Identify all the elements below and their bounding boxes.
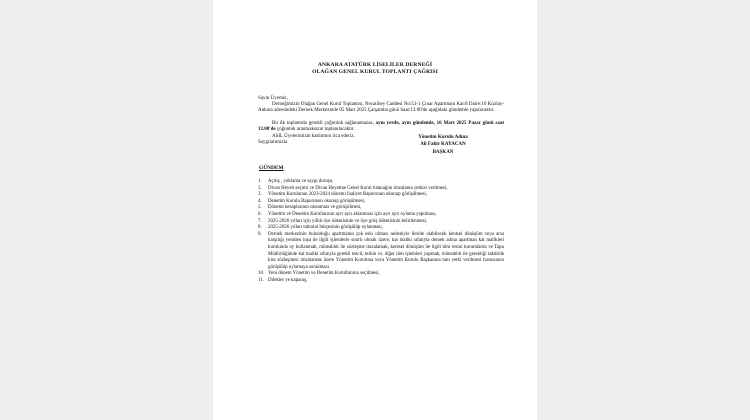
agenda-heading: GÜNDEM [259, 165, 284, 171]
agenda-item [258, 225, 504, 232]
paragraph-meeting-details: Derneğimizin Olağan Genel Kurul Toplantısı, Necatibey Caddesi No:51-1 Çınar Apartmanı Kat:8 Daire:16 Kızılay-Ankara adresindeki Dernek Merkezinde 05 Mart 2025 Çarşamba günü Saat:13:00'de aşağıdaki gündemle yapılacaktır. [258, 102, 504, 114]
paragraph-attendance: ASIL Üyelerimizin katılımını rica ederiz. [272, 134, 355, 139]
agenda-item-text: Dönemi hesaplarının okunması ve görüşülmesi, [268, 205, 362, 211]
agenda-list [258, 179, 504, 285]
second-meeting-intro: Bu ilk toplantıda gerekli çoğunluk sağlanamazsa, [272, 121, 374, 126]
agenda-item [258, 219, 504, 226]
agenda-item-number: 5. [258, 205, 262, 211]
agenda-item-text: 2025-2026 yılları tahmini bütçesinin görüşülüp oylanması, [268, 225, 383, 231]
agenda-item [258, 179, 504, 186]
agenda-item-number: 6. [258, 211, 262, 217]
signature-on-behalf: Yönetim Kurulu Adına [418, 135, 468, 140]
signature-name: Ali Fahir KAYACAN [420, 142, 466, 148]
agenda-item-number: 8. [258, 225, 262, 231]
agenda-item-text: Yönetim Kurulunun 2023-2024 dönemi faaliyet Raporunun okunup görüşülmesi, [268, 192, 427, 198]
signature-block [403, 134, 483, 156]
agenda-item [258, 192, 504, 199]
agenda-item-number: 1. [258, 179, 262, 184]
second-meeting-tail: çoğunluk aranmaksızın toplanılacaktır. [276, 127, 355, 133]
agenda-item [258, 232, 504, 272]
agenda-item [258, 212, 504, 219]
agenda-item-text: Divan Heyeti seçimi ve Divan Heyetine Genel Kurul tutanağını imzalama yetkisi verilmesi, [268, 185, 448, 191]
agenda-item [258, 186, 504, 193]
document-page [213, 0, 537, 420]
second-meeting-date: aynı yerde, aynı gündemle, 16 Mart 2025 Pazar günü saat 13.00'de [258, 121, 504, 133]
salutation: Sayın Üyemiz, [258, 96, 288, 101]
agenda-item [258, 199, 504, 206]
agenda-item-text: Denetim Kurulu Raporunun okunup görüşülmesi, [268, 198, 366, 204]
agenda-item-number: 4. [258, 198, 262, 204]
agenda-item-number: 3. [258, 192, 262, 198]
paragraph-second-meeting [258, 121, 504, 134]
agenda-item-number: 2. [258, 185, 262, 191]
agenda-item-text: Dilekler ve kapanış, [268, 277, 308, 283]
agenda-item-number: 7. [258, 218, 262, 224]
agenda-item-number: 10. [258, 271, 265, 277]
agenda-item [258, 271, 504, 278]
meeting-call-title: OLAĞAN GENEL KURUL TOPLANTI ÇAĞRISI [312, 69, 438, 75]
closing: Saygılarımızla [258, 140, 288, 145]
agenda-item-number: 9. [258, 231, 262, 237]
agenda-item [258, 205, 504, 212]
agenda-item-text: Yeni dönem Yönetim ve Denetim Kurullarının seçilmesi, [268, 271, 380, 277]
agenda-item-text: 2025-2026 yılları için yıllık üye ödentisinin ve üye giriş ödentisinin belirlenmesi, [268, 218, 428, 224]
signature-role: BAŞKAN [432, 149, 454, 155]
agenda-item-number: 11. [258, 277, 264, 283]
association-title: ANKARA ATATÜRK LİSELİLER DERNEĞİ [317, 62, 433, 68]
agenda-item-text: Dernek merkezinin bulunduğu apartmanın çok eski olması nedeniyle ileride olabilecek kentsel dönüşüm veya arsa karşılığı yeniden inşa ile ilgili işlemlerle sınırlı olmak üzere, kat maliki sıfatıyla dernek adına apartman kat malikleri kurulunda oy kullanmak, müteahhit ile sözleşme imzalamak, kentsel dönüşüm ile ilgili tüm resmi kurumlarda ve Tapu Müdürlüğünde kat maliki sıfatıyla gerekli tescil, terkin vs. diğer tüm işlemleri yapmak, müteahhit ile gerektiği takdirde kira sözleşmesi imzalamak üzere Yönetim Kuruluna veya Yönetim Kurulu Başkanına tam yetki verilmesi hususunun görüşülüp oylamaya sunulması. [268, 231, 504, 270]
agenda-item-text: Yönetim ve Denetim Kurullarının ayrı ayrı aklanması için ayrı ayrı oylama yapılması, [268, 211, 437, 217]
agenda-item-text: Açılış , yoklama ve saygı duruşu, [268, 179, 334, 184]
agenda-item [258, 278, 504, 285]
